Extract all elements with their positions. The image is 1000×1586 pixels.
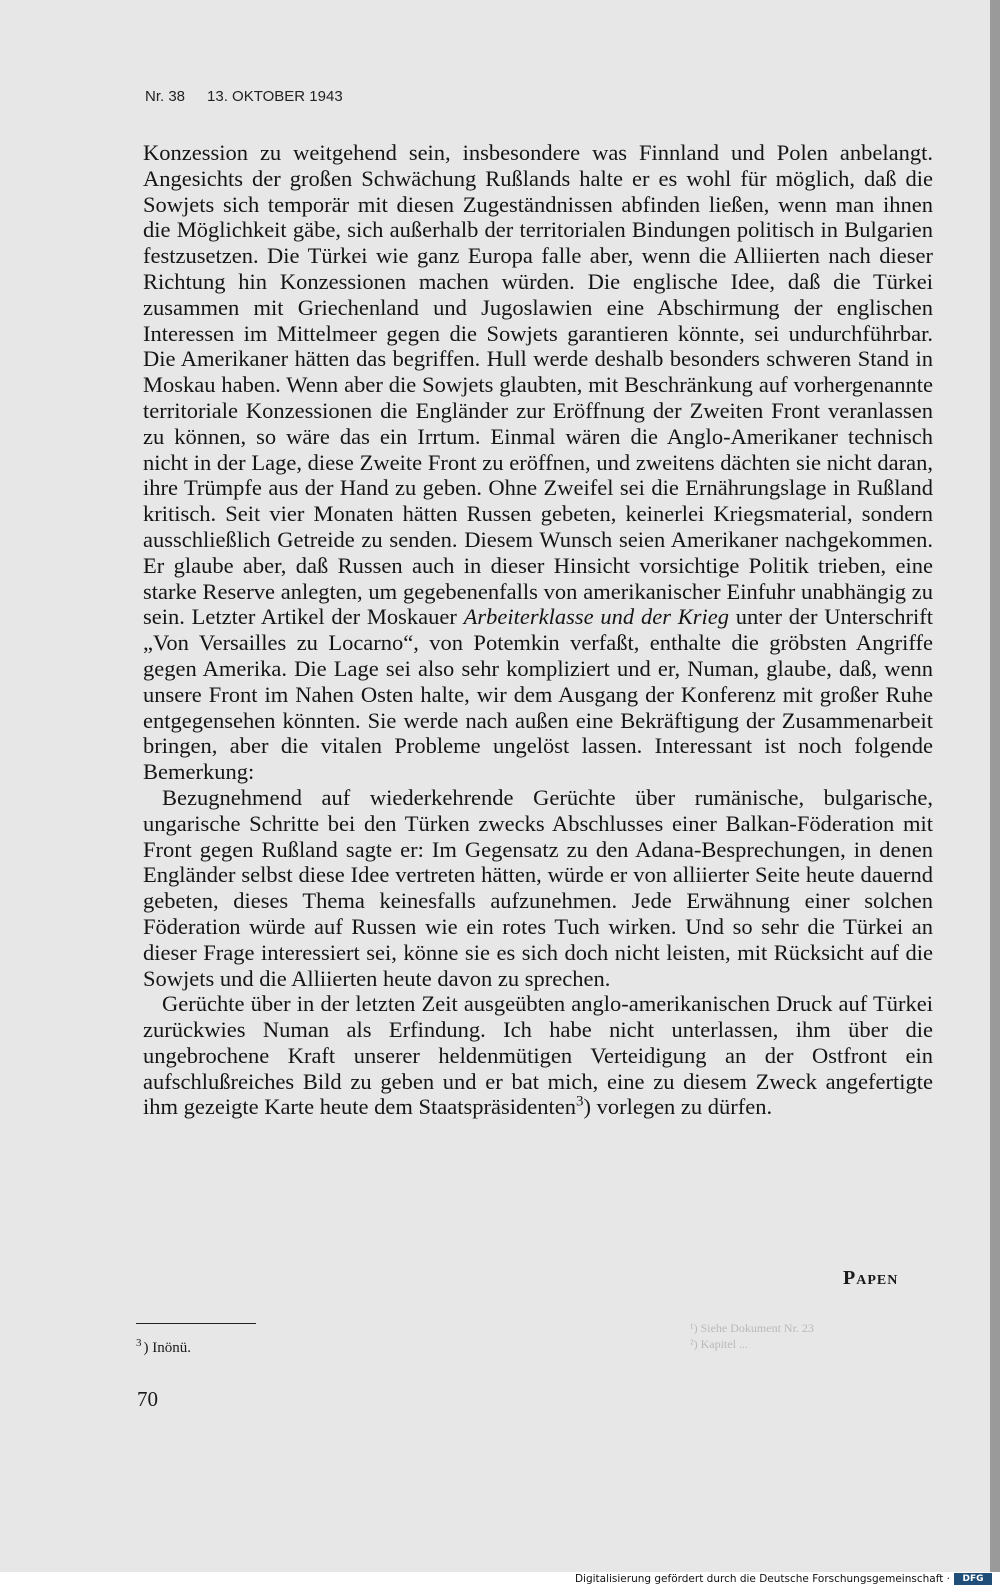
footnote-text: ) Inönü. — [143, 1340, 191, 1356]
paragraph-1 — [143, 140, 933, 785]
footnote-reference: 3 — [575, 1093, 584, 1110]
paragraph-1-text-a: Konzession zu weitgehend sein, insbesondere was Finnland und Polen anbelangt. Angesichts der großen Schwächung Rußlands halte er es wohl für möglich, daß die Sowjets sich temporär mit diesen Zugeständnissen abfinden ließen, wenn man ihnen die Möglichkeit gäbe, sich außerhalb der territorialen Bindungen politisch in Bulgarien festzusetzen. Die Türkei wie ganz Europa falle aber, wenn die Alliierten nach dieser Richtung hin Konzessionen machen würden. Die englische Idee, daß die Türkei zusammen mit Griechenland und Jugoslawien eine Abschirmung der englischen Interessen im Mittelmeer gegen die Sowjets garantieren könnte, sei undurchführbar. Die Amerikaner hätten das begriffen. Hull werde deshalb besonders schweren Stand in Moskau haben. Wenn aber die Sowjets glaubten, mit Beschränkung auf vorhergenannte territoriale Konzessionen die Engländer zur Eröffnung der Zweiten Front veranlassen zu können, so wäre das ein Irrtum. Einmal wären die Anglo-Amerikaner technisch nicht in der Lage, diese Zweite Front zu eröffnen, und zweitens dächten sie nicht daran, ihre Trümpfe aus der Hand zu geben. Ohne Zweifel sei die Ernährungslage in Rußland kritisch. Seit vier Monaten hätten Russen gebeten, keinerlei Kriegsmaterial, sondern ausschließlich Getreide zu senden. Diesem Wunsch seien Amerikaner nachgekommen. Er glaube aber, daß Russen auch in dieser Hinsicht vorsichtige Politik trieben, eine starke Reserve anlegten, um gegebenenfalls von amerikanischer Einfuhr unabhängig zu sein. Letzter Artikel der Moskauer — [143, 140, 933, 630]
newspaper-title: Arbeiterklasse und der Krieg — [463, 604, 729, 630]
page-edge — [990, 0, 1000, 1572]
signature — [843, 1267, 898, 1290]
document-number: Nr. 38 — [145, 88, 186, 105]
paragraph-2: Bezugnehmend auf wiederkehrende Gerüchte über rumänische, bulgarische, ungarische Schritte bei den Türken zwecks Abschlusses einer Balkan-Föderation mit Front gegen Rußland sagte er: Im Gegensatz zu den Adana-Besprechungen, in denen Engländer selbst diese Idee vertreten hätten, würde er von alliierter Seite heute dauernd gebeten, dieses Thema keinesfalls aufzunehmen. Jede Erwähnung einer solchen Föderation würde auf Russen wie ein rotes Tuch wirken. Und so sehr die Türkei an dieser Frage interessiert sei, könne sie es sich doch nicht leisten, mit Rücksicht auf die Sowjets und die Alliierten heute davon zu sprechen. — [143, 784, 933, 991]
signature-initial: P — [843, 1267, 857, 1289]
body-text — [143, 140, 933, 1120]
document-date: 13. OKTOBER 1943 — [207, 88, 343, 105]
footnote-divider — [136, 1323, 256, 1324]
show-through-line-2: ²) Kapitel ... — [690, 1337, 748, 1351]
show-through-text — [690, 1320, 814, 1352]
show-through-line-1: ¹) Siehe Dokument Nr. 23 — [690, 1321, 814, 1335]
paragraph-1-text-b: unter der Unterschrift „Von Versailles zu Locarno“, von Potemkin verfaßt, enthalte die gröbsten Angriffe gegen Amerika. Die Lage sei also sehr kompliziert und er, Numan, glaube, daß, wenn unsere Front im Nahen Osten halte, wir dem Ausgang der Konferenz mit großer Ruhe entgegensehen könnten. Sie werde nach außen eine Bekräftigung der Zusammenarbeit bringen, aber die vitalen Probleme ungelöst lassen. Interessant ist noch folgende Bemerkung: — [143, 604, 933, 785]
paragraph-3 — [143, 991, 933, 1120]
page-header — [145, 88, 343, 105]
credit-text: Digitalisierung gefördert durch die Deutsche Forschungsgemeinschaft · — [574, 1573, 950, 1585]
footnote — [136, 1337, 191, 1357]
footnote-number: 3 — [136, 1337, 142, 1349]
page-number: 70 — [137, 1387, 158, 1411]
paragraph-3-text-b: ) vorlegen zu dürfen. — [583, 1094, 773, 1120]
signature-rest: APEN — [856, 1273, 899, 1288]
dfg-logo: DFG — [954, 1573, 992, 1585]
paragraph-3-text-a: Gerüchte über in der letzten Zeit ausgeübten anglo-amerikanischen Druck auf Türkei zurückwies Numan als Erfindung. Ich habe nicht unterlassen, ihm über die ungebrochene Kraft unserer heldenmütigen Verteidigung an der Ostfront ein aufschlußreiches Bild zu geben und er bat mich, eine zu diesem Zweck angefertigte ihm gezeigte Karte heute dem Staatspräsidenten — [143, 991, 933, 1120]
credit-bar — [0, 1572, 1000, 1586]
